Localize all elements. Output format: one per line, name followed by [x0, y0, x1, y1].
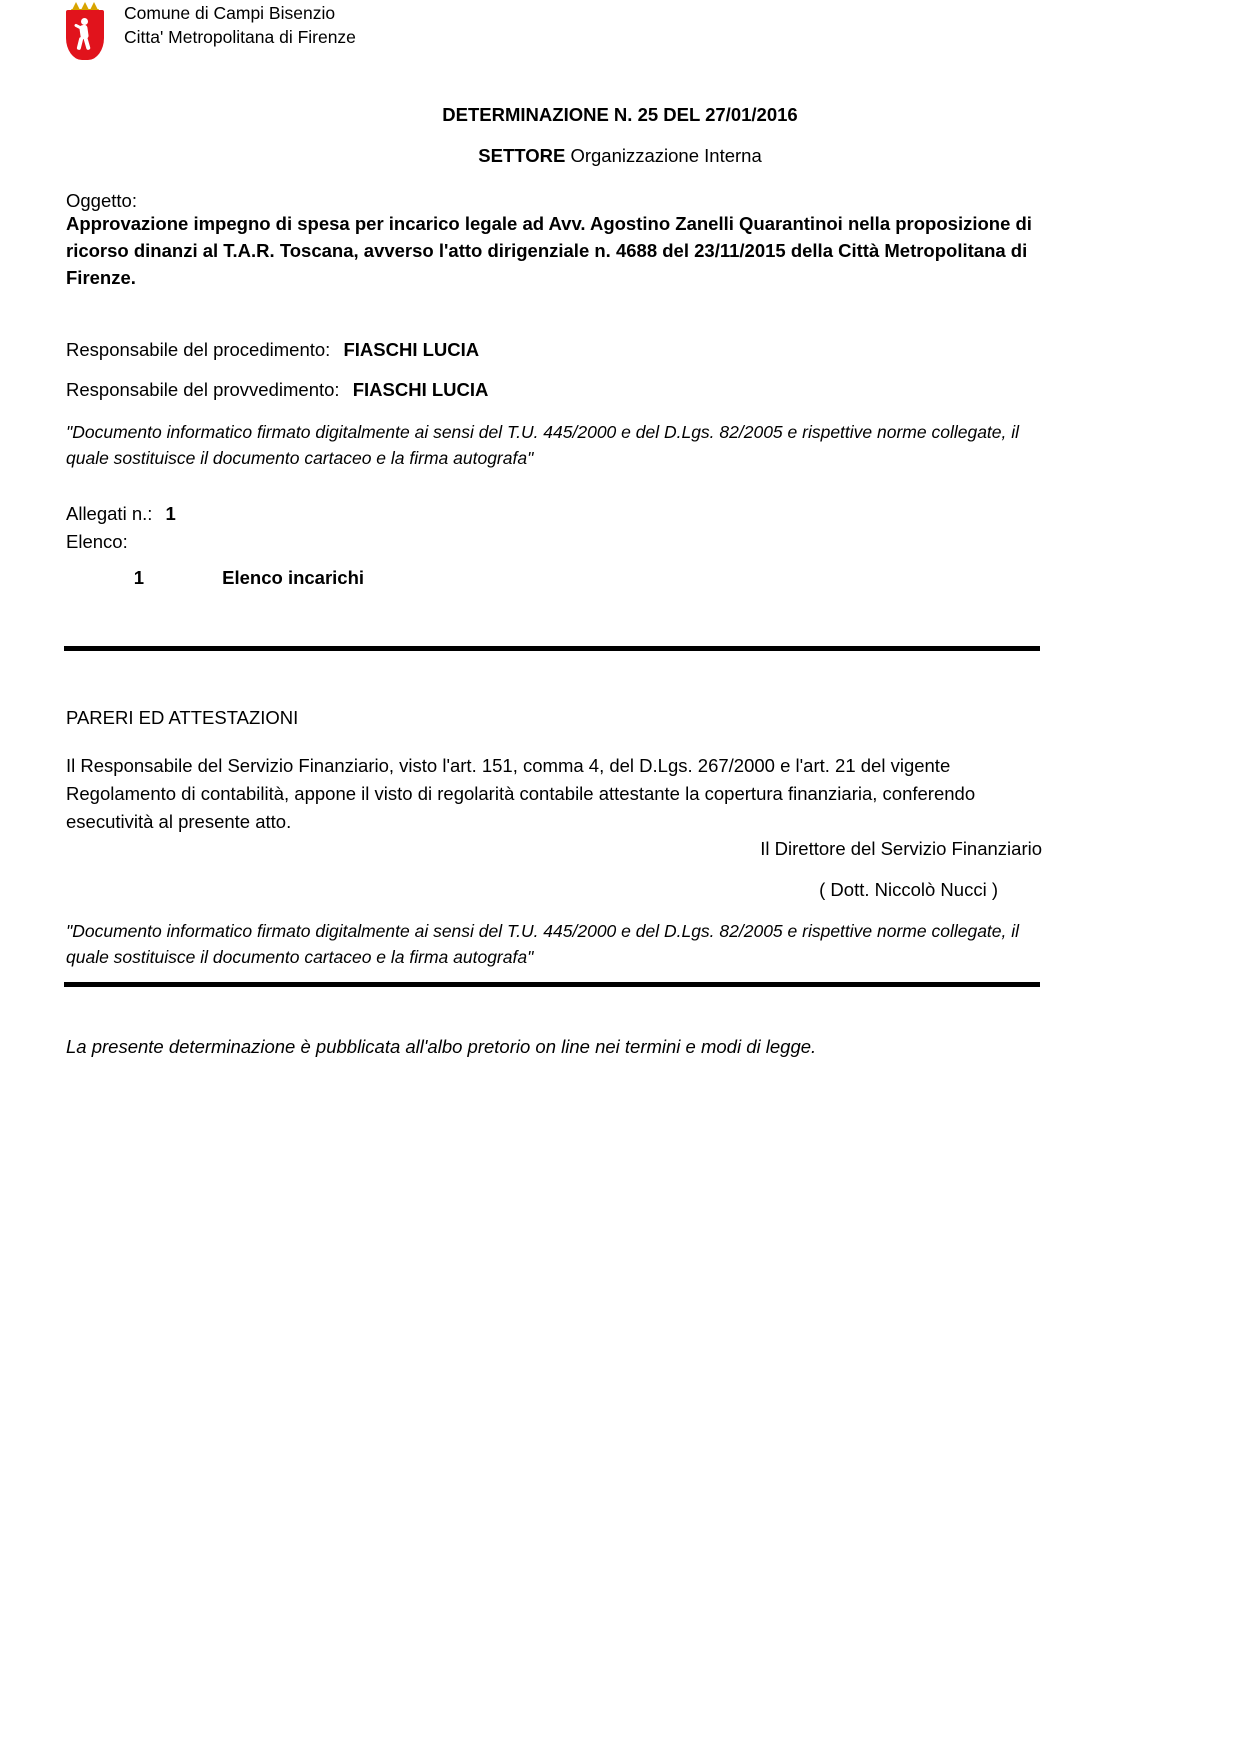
responsabile-provvedimento-label: Responsabile del provvedimento:	[66, 379, 340, 400]
figure-icon	[76, 18, 93, 52]
signer-role: Il Direttore del Servizio Finanziario	[760, 838, 1042, 859]
responsabile-provvedimento-row	[66, 379, 488, 401]
attachments-count-row	[66, 500, 176, 528]
list-item	[66, 567, 766, 589]
sector-line	[0, 145, 1240, 167]
divider-bottom	[64, 982, 1040, 987]
responsabile-procedimento-name: FIASCHI LUCIA	[343, 339, 480, 360]
oggetto-text: Approvazione impegno di spesa per incarico legale ad Avv. Agostino Zanelli Quarantinoi nella proposizione di ricorso dinanzi al T.A.R. Toscana, avverso l'atto dirigenziale n. 4688 del 23/11/2015 della Città Metropolitana di Firenze.	[66, 213, 1032, 288]
digital-signature-note-bottom: "Documento informatico firmato digitalmente ai sensi del T.U. 445/2000 e del D.Lgs. 82/2005 e rispettive norme collegate, il quale sostituisce il documento cartaceo e la firma autografa"	[66, 921, 1020, 968]
digital-signature-note-top: "Documento informatico firmato digitalmente ai sensi del T.U. 445/2000 e del D.Lgs. 82/2005 e rispettive norme collegate, il quale sostituisce il documento cartaceo e la firma autografa"	[66, 422, 1020, 469]
oggetto-label: Oggetto:	[66, 190, 137, 211]
publication-note: La presente determinazione è pubblicata all'albo pretorio on line nei termini e modi di legge.	[66, 1036, 817, 1057]
attachment-index: 1	[133, 567, 144, 588]
determination-title: DETERMINAZIONE N. 25 DEL 27/01/2016	[442, 104, 798, 125]
attachments-list-label: Elenco:	[66, 530, 128, 552]
attachment-label: Elenco incarichi	[222, 567, 365, 588]
signer-name: ( Dott. Niccolò Nucci )	[819, 879, 998, 900]
responsabile-procedimento-label: Responsabile del procedimento:	[66, 339, 331, 360]
document-header	[62, 0, 356, 64]
responsabile-provvedimento-name: FIASCHI LUCIA	[352, 379, 489, 400]
pareri-title: PARERI ED ATTESTAZIONI	[66, 707, 299, 728]
attachments-block	[66, 500, 176, 556]
responsabile-procedimento-row	[66, 339, 479, 361]
metropolitan-city-name: Citta' Metropolitana di Firenze	[124, 26, 356, 47]
divider-top	[64, 646, 1040, 651]
pareri-body: Il Responsabile del Servizio Finanziario, visto l'art. 151, comma 4, del D.Lgs. 267/2000 e l'art. 21 del vigente Regolamento di contabilità, appone il visto di regolarità contabile attestante la copertura finanziaria, conferendo esecutività al presente atto.	[66, 755, 976, 832]
attachments-label: Allegati n.:	[66, 503, 153, 524]
header-titles	[124, 0, 356, 49]
sector-name: Organizzazione Interna	[570, 145, 762, 166]
sector-label: SETTORE	[478, 145, 566, 166]
municipality-name: Comune di Campi Bisenzio	[124, 3, 336, 23]
attachments-count: 1	[165, 503, 176, 524]
coat-of-arms-icon	[62, 2, 108, 64]
